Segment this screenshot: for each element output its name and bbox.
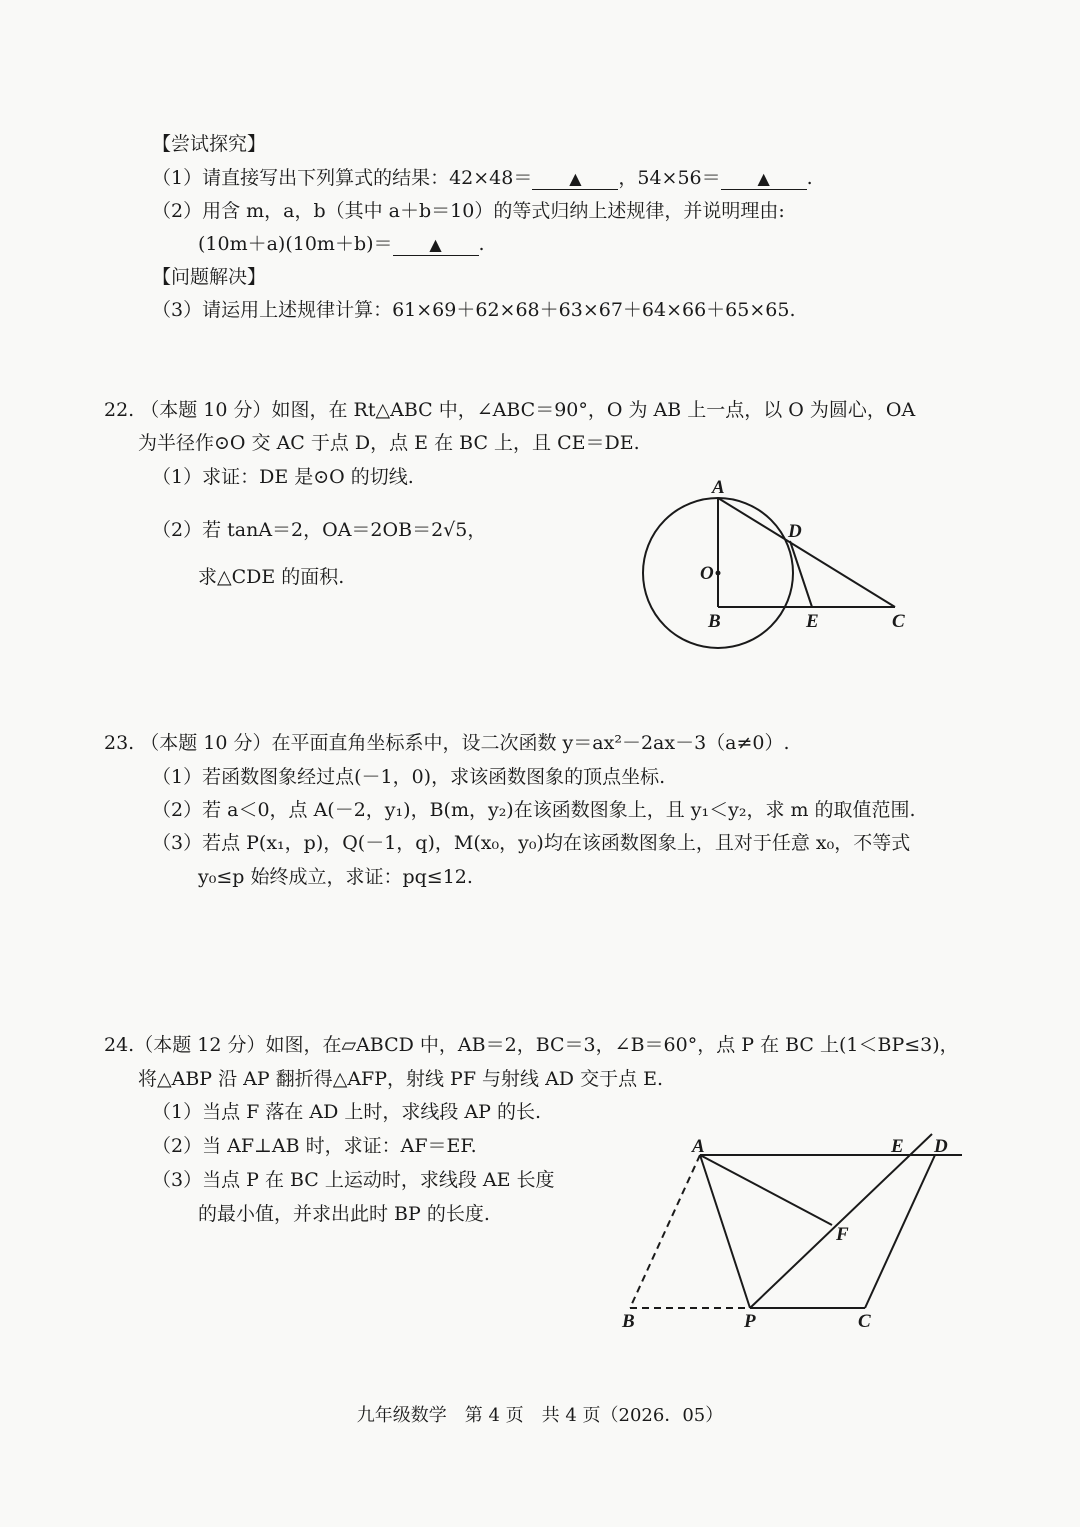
question-24-part-3: （3）当点 P 在 BC 上运动时，求线段 AE 长度 bbox=[152, 1169, 555, 1191]
question-21-part-1 bbox=[152, 165, 813, 191]
q21-2-suffix: . bbox=[478, 233, 485, 255]
label-d: D bbox=[934, 1136, 948, 1157]
q21-1-prefix: （1）请直接写出下列算式的结果：42×48＝ bbox=[152, 167, 533, 189]
label-b: B bbox=[708, 611, 721, 632]
figure-22-circle-triangle bbox=[630, 475, 930, 655]
question-23-stem: 23. （本题 10 分）在平面直角坐标系中，设二次函数 y＝ax²－2ax－3（a≠0）. bbox=[104, 732, 790, 754]
label-a: A bbox=[712, 477, 725, 498]
question-22-stem-line-2: 为半径作⊙O 交 AC 于点 D，点 E 在 BC 上，且 CE＝DE. bbox=[138, 432, 640, 454]
label-c: C bbox=[892, 611, 905, 632]
question-24-part-3-cont: 的最小值，并求出此时 BP 的长度. bbox=[198, 1203, 490, 1225]
question-22-part-2: （2）若 tanA＝2，OA＝2OB＝2√5， bbox=[152, 519, 487, 541]
question-23-part-3-cont: y₀≤p 始终成立，求证：pq≤12. bbox=[198, 866, 473, 888]
section-header-solve: 【问题解决】 bbox=[152, 266, 267, 288]
question-24-stem-line-2: 将△ABP 沿 AP 翻折得△AFP，射线 PF 与射线 AD 交于点 E. bbox=[138, 1068, 664, 1090]
label-d: D bbox=[788, 521, 802, 542]
question-23-part-3: （3）若点 P(x₁，p)，Q(－1，q)，M(x₀，y₀)均在该函数图象上，且对于任意 x₀，不等式 bbox=[152, 832, 911, 854]
q21-1-mid: ，54×56＝ bbox=[618, 167, 721, 189]
question-21-part-2: （2）用含 m，a，b（其中 a＋b＝10）的等式归纳上述规律，并说明理由: bbox=[152, 200, 785, 222]
label-c: C bbox=[858, 1311, 871, 1332]
segment-ab-dashed bbox=[630, 1155, 700, 1308]
section-header-explore: 【尝试探究】 bbox=[152, 133, 267, 155]
answer-blank-3: ▲ bbox=[393, 234, 479, 256]
label-o: O bbox=[700, 563, 714, 584]
q21-1-suffix: . bbox=[806, 167, 813, 189]
question-21-part-3: （3）请运用上述规律计算：61×69＋62×68＋63×67＋64×66＋65×65. bbox=[152, 299, 796, 321]
label-e: E bbox=[806, 611, 819, 632]
question-22-part-1: （1）求证：DE 是⊙O 的切线. bbox=[152, 466, 414, 488]
question-24-stem-line-1: 24.（本题 12 分）如图，在▱ABCD 中，AB＝2，BC＝3，∠B＝60°，点 P 在 BC 上(1＜BP≤3)， bbox=[104, 1034, 959, 1056]
page-footer: 九年级数学 第 4 页 共 4 页（2026．05） bbox=[356, 1405, 724, 1426]
label-a: A bbox=[692, 1136, 705, 1157]
figure-24-parallelogram bbox=[610, 1128, 980, 1338]
label-p: P bbox=[744, 1311, 756, 1332]
label-b: B bbox=[622, 1311, 635, 1332]
question-22-stem-line-1: 22. （本题 10 分）如图，在 Rt△ABC 中，∠ABC＝90°，O 为 AB 上一点，以 O 为圆心，OA bbox=[104, 399, 916, 421]
label-e: E bbox=[891, 1136, 904, 1157]
question-21-part-2-expression bbox=[198, 231, 485, 257]
q21-2-expr: (10m＋a)(10m＋b)＝ bbox=[198, 233, 393, 255]
segment-cd bbox=[865, 1155, 935, 1308]
question-23-part-1: （1）若函数图象经过点(－1，0)，求该函数图象的顶点坐标. bbox=[152, 766, 666, 788]
answer-blank-2: ▲ bbox=[721, 168, 807, 190]
question-22-part-2-cont: 求△CDE 的面积. bbox=[198, 566, 345, 588]
label-f: F bbox=[836, 1224, 849, 1245]
question-24-part-1: （1）当点 F 落在 AD 上时，求线段 AP 的长. bbox=[152, 1101, 542, 1123]
center-point-o bbox=[716, 571, 721, 576]
question-24-part-2: （2）当 AF⊥AB 时，求证：AF＝EF. bbox=[152, 1135, 477, 1157]
question-23-part-2: （2）若 a＜0，点 A(－2，y₁)，B(m，y₂)在该函数图象上，且 y₁＜y₂，求 m 的取值范围. bbox=[152, 799, 916, 821]
answer-blank-1: ▲ bbox=[532, 168, 618, 190]
